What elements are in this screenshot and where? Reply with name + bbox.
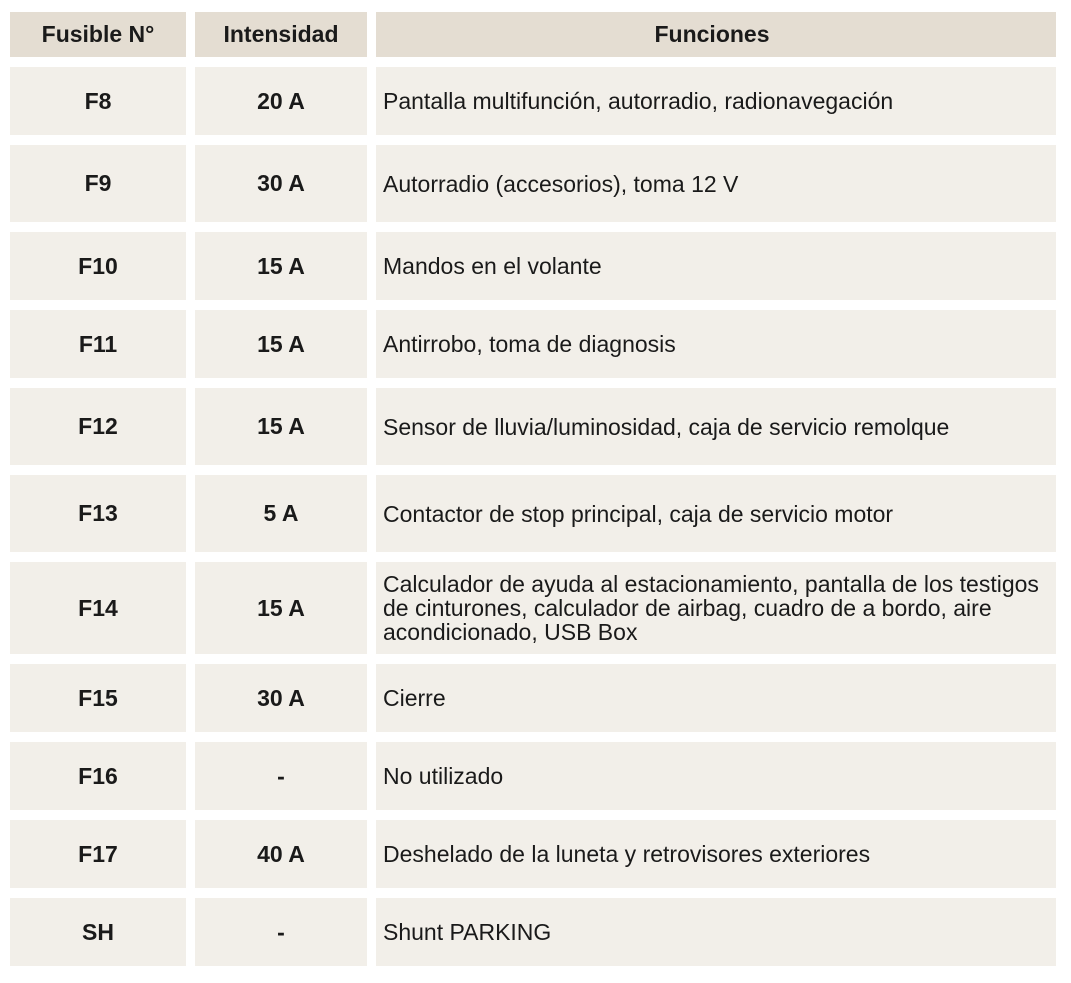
fuse-amperage: 30 A — [195, 145, 367, 222]
table-row — [10, 475, 1056, 552]
table-row — [10, 820, 1056, 888]
fuse-amperage: 15 A — [195, 310, 367, 378]
fuse-functions: Sensor de lluvia/luminosidad, caja de servicio remolque — [376, 388, 1056, 465]
table-row — [10, 67, 1056, 135]
fuse-number: F15 — [10, 664, 186, 732]
table-row — [10, 664, 1056, 732]
table-row — [10, 145, 1056, 222]
header-amperage: Intensidad — [195, 12, 367, 57]
header-fuse: Fusible N° — [10, 12, 186, 57]
fuse-number: F14 — [10, 562, 186, 654]
fuse-amperage: 15 A — [195, 562, 367, 654]
fuse-amperage: 5 A — [195, 475, 367, 552]
fuse-number: F9 — [10, 145, 186, 222]
fuse-number: F8 — [10, 67, 186, 135]
fuse-amperage: - — [195, 898, 367, 966]
fuse-functions: Pantalla multifunción, autorradio, radionavegación — [376, 67, 1056, 135]
fuse-number: F10 — [10, 232, 186, 300]
fuse-table — [10, 12, 1056, 976]
fuse-functions: Cierre — [376, 664, 1056, 732]
table-row — [10, 388, 1056, 465]
fuse-number: F12 — [10, 388, 186, 465]
fuse-number: F13 — [10, 475, 186, 552]
table-row — [10, 562, 1056, 654]
table-row — [10, 898, 1056, 966]
fuse-functions: Antirrobo, toma de diagnosis — [376, 310, 1056, 378]
fuse-functions: No utilizado — [376, 742, 1056, 810]
fuse-functions: Mandos en el volante — [376, 232, 1056, 300]
header-functions: Funciones — [376, 12, 1056, 57]
fuse-functions: Contactor de stop principal, caja de servicio motor — [376, 475, 1056, 552]
fuse-number: F17 — [10, 820, 186, 888]
fuse-number: SH — [10, 898, 186, 966]
fuse-functions: Deshelado de la luneta y retrovisores exteriores — [376, 820, 1056, 888]
fuse-functions: Calculador de ayuda al estacionamiento, pantalla de los testigos de cinturones, calculador de airbag, cuadro de a bordo, aire acondicionado, USB Box — [376, 562, 1056, 654]
fuse-number: F16 — [10, 742, 186, 810]
fuse-functions: Shunt PARKING — [376, 898, 1056, 966]
fuse-amperage: 15 A — [195, 232, 367, 300]
table-row — [10, 742, 1056, 810]
fuse-amperage: 15 A — [195, 388, 367, 465]
table-header — [10, 12, 1056, 57]
fuse-amperage: 20 A — [195, 67, 367, 135]
fuse-number: F11 — [10, 310, 186, 378]
fuse-functions: Autorradio (accesorios), toma 12 V — [376, 145, 1056, 222]
table-row — [10, 232, 1056, 300]
fuse-amperage: 30 A — [195, 664, 367, 732]
fuse-amperage: - — [195, 742, 367, 810]
table-row — [10, 310, 1056, 378]
fuse-amperage: 40 A — [195, 820, 367, 888]
